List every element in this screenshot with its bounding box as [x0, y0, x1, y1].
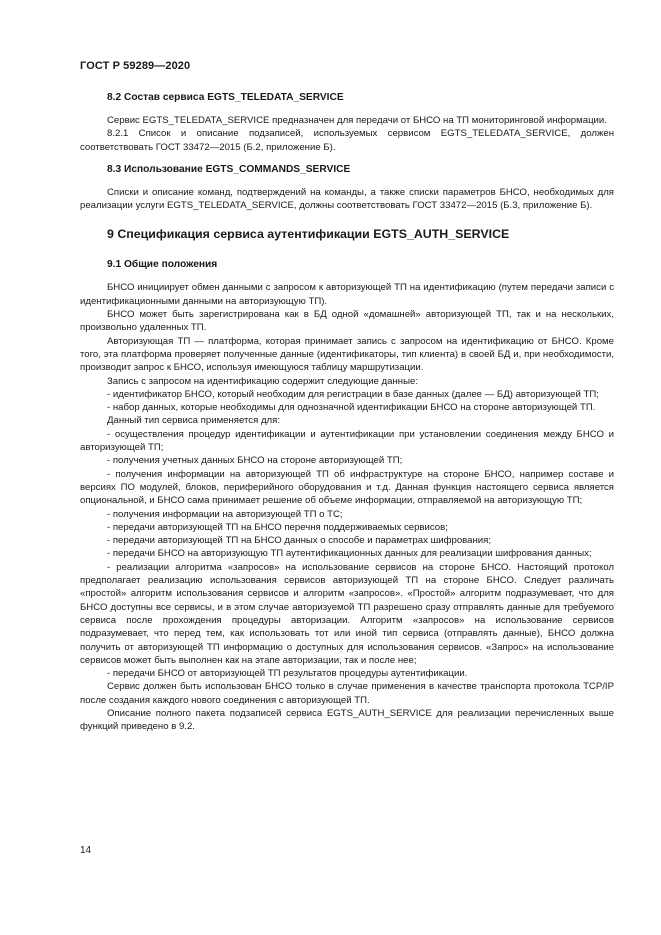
page-content — [80, 91, 614, 734]
paragraph: Описание полного пакета подзаписей сервиса EGTS_AUTH_SERVICE для реализации перечисленных выше функций приведено в 9.2. — [80, 707, 614, 733]
paragraph: Авторизующая ТП — платформа, которая принимает запись с запросом на идентификацию от БНСО. Кроме того, эта платформа проверяет полученные данные (идентификаторы, тип клиента) в своей БД и, при необходимости, производит запрос к БНСО, используя имеющуюся таблицу маршрутизации. — [80, 335, 614, 374]
paragraph: 8.2.1 Список и описание подзаписей, используемых сервисом EGTS_TELEDATA_SERVICE, должен соответствовать ГОСТ 33472—2015 (Б.2, приложение Б). — [80, 128, 614, 153]
list-item: - набор данных, которые необходимы для однозначной идентификации БНСО на стороне авторизующей ТП. — [107, 402, 596, 414]
document-header: ГОСТ Р 59289—2020 — [80, 60, 191, 72]
page-number: 14 — [80, 845, 92, 856]
paragraph: Сервис должен быть использован БНСО только в случае применения в качестве транспорта протокола TCP/IP после создания каждого нового соединения с авторизующей ТП. — [80, 681, 614, 706]
section-9-heading: 9 Спецификация сервиса аутентификации EGTS_AUTH_SERVICE — [107, 227, 510, 242]
paragraph: Сервис EGTS_TELEDATA_SERVICE предназначен для передачи от БНСО на ТП мониторинговой информации. — [107, 115, 607, 126]
list-item: - идентификатор БНСО, который необходим для регистрации в базе данных (далее — БД) авторизующей ТП; — [107, 388, 599, 400]
list-item: - получения информации на авторизующей ТП об инфраструктуре на стороне БНСО, например составе и версиях ПО модулей, блоков, периферийного оборудования и т.д. Данная функция настоящего сервиса является опциональной, и БНСО сама принимает решение об объеме информации, отправляемой на авторизующую ТП; — [80, 468, 614, 507]
section-8-3-heading: 8.3 Использование EGTS_COMMANDS_SERVICE — [107, 163, 351, 175]
paragraph: Данный тип сервиса применяется для: — [107, 415, 281, 427]
paragraph: БНСО может быть зарегистрирована как в БД одной «домашней» авторизующей ТП, так и на нескольких, произвольно удаленных ТП. — [80, 309, 614, 334]
section-9-1-heading: 9.1 Общие положения — [107, 259, 218, 271]
list-item: - получения информации на авторизующей ТП о ТС; — [107, 508, 343, 520]
list-item: - получения учетных данных БНСО на стороне авторизующей ТП; — [107, 455, 403, 467]
list-item: - передачи БНСО от авторизующей ТП результатов процедуры аутентификации. — [107, 668, 468, 680]
list-item: - передачи авторизующей ТП на БНСО перечня поддерживаемых сервисов; — [107, 521, 448, 533]
paragraph: Списки и описание команд, подтверждений на команды, а также списки параметров БНСО, необходимых для реализации услуги EGTS_TELEDATA_SERVICE, должны соответствовать ГОСТ 33472—2015 (Б.3, приложение Б). — [80, 186, 614, 212]
paragraph: БНСО инициирует обмен данными с запросом к авторизующей ТП на идентификацию (путем передачи записи с идентификационными данными на авторизующую ТП). — [80, 282, 614, 307]
list-item: - передачи БНСО на авторизующую ТП аутентификационных данных для реализации шифрования данных; — [107, 548, 592, 560]
list-item: - реализации алгоритма «запросов» на использование сервисов на стороне БНСО. Настоящий протокол предполагает реализацию использования сервисов авторизующей ТП на стороне БНСО. Следует различать «простой» алгоритм использования сервисов и алгоритм «запросов». «Простой» алгоритм подразумевает, что для БНСО доступны все сервисы, и в этом случае авторизуемой ТП разрешено сразу отправлять данные для требуемого сервиса после прохождения процедуры авторизации. Алгоритм «запросов» на использование сервисов подразумевает, что перед тем, как использовать тот или иной тип сервиса (отправлять данные), БНСО должна получить от авторизующей ТП информацию о доступных для использования сервисов. «Запрос» на использование сервисов может быть выполнен как на этапе авторизации, так и после нее; — [80, 561, 614, 666]
list-item: - осуществления процедур идентификации и аутентификации при установлении соединения между БНСО и авторизующей ТП; — [80, 428, 614, 454]
paragraph: Запись с запросом на идентификацию содержит следующие данные: — [107, 375, 418, 387]
list-item: - передачи авторизующей ТП на БНСО данных о способе и параметрах шифрования; — [107, 535, 492, 547]
section-8-2-heading: 8.2 Состав сервиса EGTS_TELEDATA_SERVICE — [107, 92, 344, 103]
